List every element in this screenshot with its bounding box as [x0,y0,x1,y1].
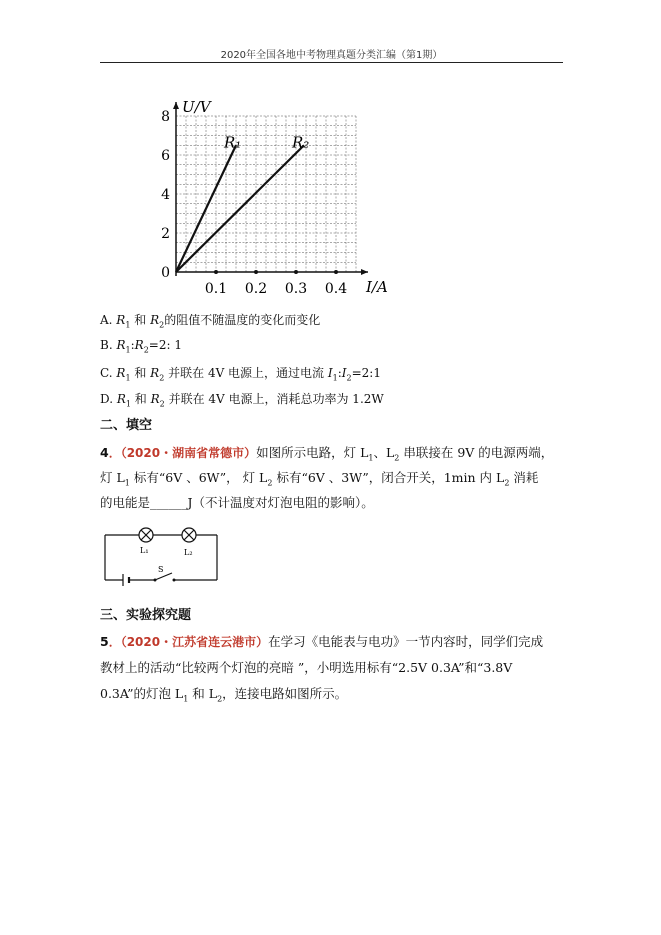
page-header: 2020年全国各地中考物理真题分类汇编（第1期） [220,50,443,61]
x-axis-arrow [361,269,368,275]
section-experiment-title: 三、实验探究题 [100,608,192,623]
y-axis-arrow [173,102,179,109]
question-4-line-2: 灯 $L_1$ 标有“6V 、6W”， 灯 $L_2$ 标有“6V 、3W”，闭合开关，1min 内 $L_2$ 消耗 [100,470,539,488]
x-tick-label: 0.1 [204,281,228,297]
option-a: A. $R_1$ 和 $R_2$的阻值不随温度的变化而变化 [100,313,321,330]
y-tick-label: 0 [161,265,170,281]
x-axis-label: I/A [366,278,388,296]
option-c: C. $R_1$ 和 $R_2$ 并联在 4V 电源上，通过电流 $I_1:I_2=2:1$ [100,366,381,383]
circuit-diagram [100,520,225,588]
u-i-graph [148,88,398,303]
series-line-r2 [176,145,304,272]
x-tick-label: 0.4 [324,281,348,297]
series-label-r2: R₂ [292,133,310,152]
question-5-line-1: 5．（2020・江苏省连云港市）在学习《电能表与电功》一节内容时，同学们完成 [100,634,544,649]
section-fill-in-title: 二、填空 [100,418,153,433]
question-4-line-1: 4．（2020・湖南省常德市）如图所示电路，灯 $L_1$、$L_2$ 串联接在 9V 的电源两端， [100,445,554,463]
x-tick-mark [334,270,338,274]
graph-lines [176,133,309,272]
x-tick-label: 0.2 [244,281,268,297]
y-tick-label: 4 [161,187,170,203]
switch-icon [155,573,172,580]
y-tick-label: 8 [161,109,170,125]
label-l2: L₂ [184,548,193,557]
y-tick-label: 2 [161,226,170,242]
option-b: B. $R_1:R_2=2$: 1 [100,338,182,355]
option-d: D. $R_1$ 和 $R_2$ 并联在 4V 电源上，消耗总功率为 1.2W [100,392,384,409]
graph-grid [176,116,356,272]
x-tick-label: 0.3 [284,281,308,297]
question-5-line-2: 教材上的活动“比较两个灯泡的亮暗 ”，小明选用标有“2.5V 0.3A”和“3.8V [100,660,513,675]
header-rule [100,62,563,63]
y-axis-label: U/V [182,98,211,116]
question-5-line-3: 0.3A”的灯泡 $L_1$ 和 $L_2$，连接电路如图所示。 [100,686,348,704]
label-switch: S [158,565,164,574]
series-label-r1: R₁ [224,133,242,152]
label-l1: L₁ [140,546,149,555]
question-4-line-3: 的电能是______J（不计温度对灯泡电阻的影响）。 [100,495,374,510]
graph-ticks [161,109,347,297]
y-tick-label: 6 [161,148,170,164]
x-tick-mark [254,270,258,274]
graph-axes [173,98,388,296]
x-tick-mark [214,270,218,274]
x-tick-mark [294,270,298,274]
